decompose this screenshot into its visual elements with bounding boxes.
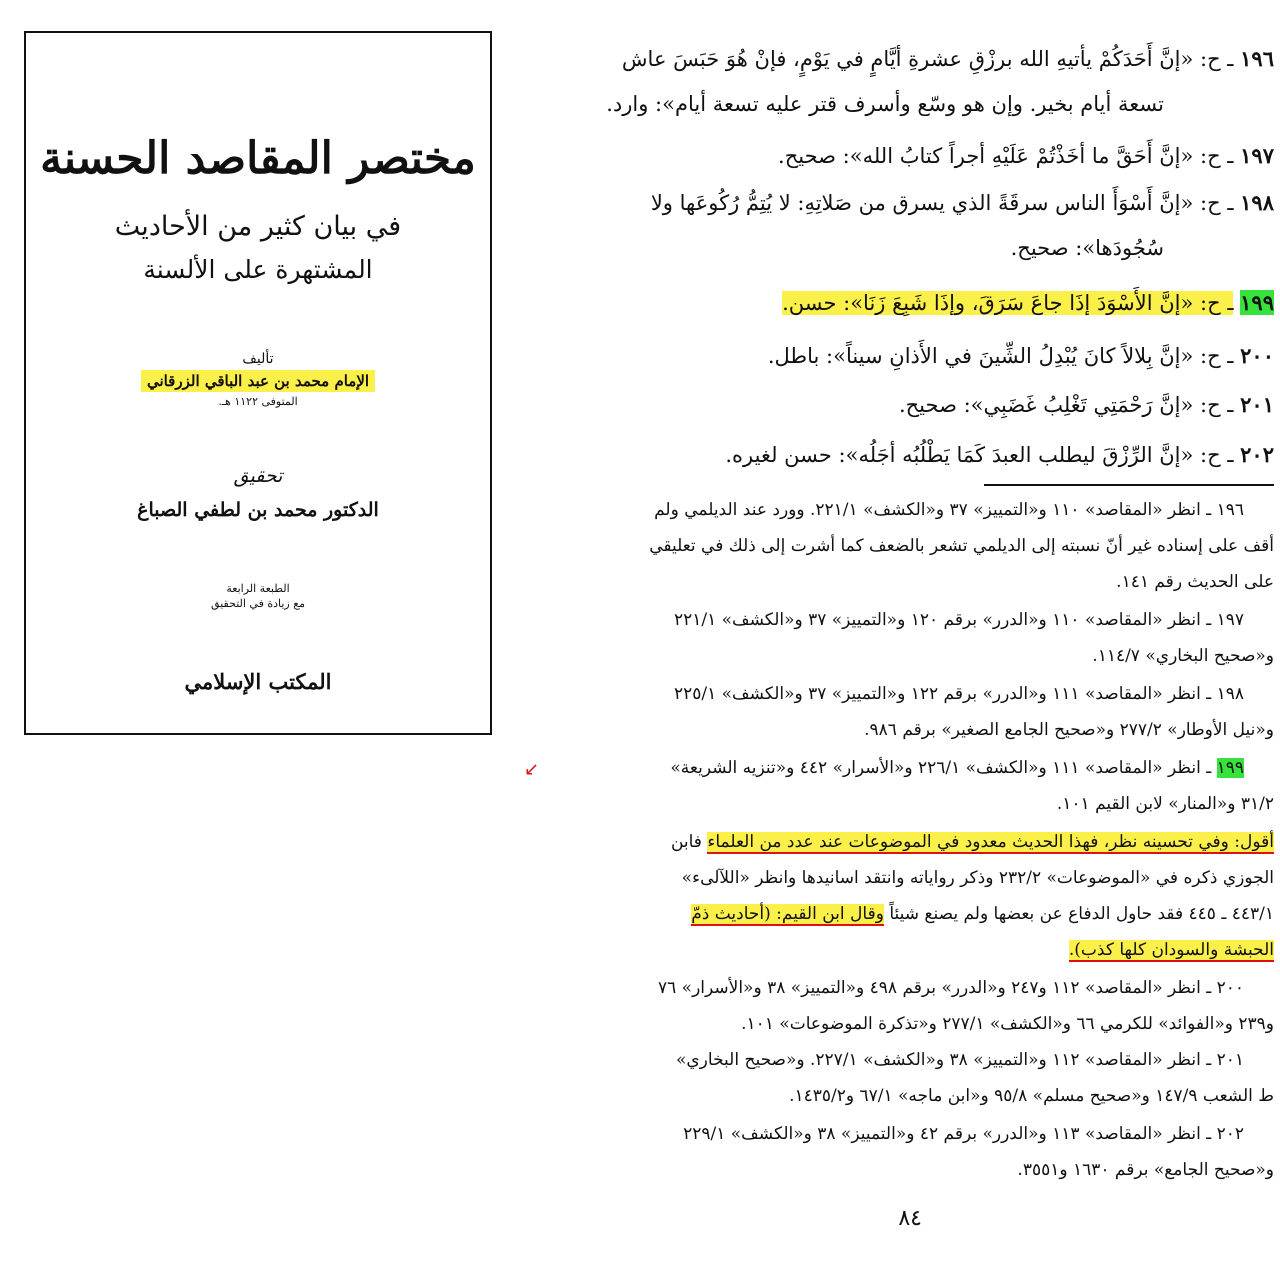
entry-text: ـ ح: «إنَّ رَحْمَتِي تَغْلِبُ غَضَبِي»: صحيح. — [898, 393, 1234, 417]
entry-text: ـ ح: «إنَّ أَسْوَأَ الناس سرقَةً الذي يسرق من صَلاتِهِ: لا يُتِمُّ رُكُوعَها ولا — [650, 191, 1234, 215]
comment-highlight: وقال ابن القيم: (أحاديث ذمّ — [691, 904, 884, 924]
comment-highlight: أقول: وفي تحسينه نظر، فهذا الحديث معدود في الموضوعات عند عدد من العلماء — [707, 832, 1274, 852]
footnote-line: ٢٠١ ـ انظر «المقاصد» ١١٢ و«التمييز» ٣٨ و«الكشف» ٢٢٧/١. و«صحيح البخاري» — [675, 1050, 1244, 1070]
cover-subtitle-1: في بيان كثير من الأحاديث — [114, 211, 402, 242]
footnote-197 — [534, 602, 1274, 674]
footnote-line: و«نيل الأوطار» ٢٧٧/٢ و«صحيح الجامع الصغير» برقم ٩٨٦. — [864, 720, 1274, 740]
comment-text: ٤٤٣/١ ـ ٤٤٥ فقد حاول الدفاع عن بعضها ولم يصنع شيئاً — [889, 904, 1274, 924]
comment-line — [534, 932, 1274, 968]
comment-line — [534, 896, 1274, 932]
footnote-199 — [524, 750, 1274, 822]
footnote-line: أقف على إسناده غير أنّ نسبته إلى الديلمي تشعر بالضعف كما أشرت إلى ذلك في تعليقي — [649, 536, 1274, 556]
entry-number: ٢٠٢ — [1240, 442, 1274, 467]
footnote-line: و«صحيح الجامع» برقم ١٦٣٠ و٣٥٥١. — [1017, 1160, 1274, 1180]
entry-text: ـ ح: «إنَّ بِلالاً كانَ يُبْدِلُ الشِّينَ في الأَذانِ سيناً»: باطل. — [767, 344, 1234, 368]
hadith-entry-196 — [534, 36, 1274, 127]
cover-editor: الدكتور محمد بن لطفي الصباغ — [137, 499, 379, 521]
entry-number: ٢٠١ — [1240, 392, 1274, 417]
entry-number: ٢٠٠ — [1240, 343, 1274, 368]
book-page — [526, 0, 1274, 1280]
editor-comment — [534, 824, 1274, 968]
footnote-line: ١٩٦ ـ انظر «المقاصد» ١١٠ و«التمييز» ٣٧ و«الكشف» ٢٢١/١. وورد عند الديلمي ولم — [654, 500, 1244, 520]
hadith-entry-198 — [534, 180, 1274, 271]
red-arrow-icon: ↙ — [524, 759, 540, 780]
entry-continuation: تسعة أيام بخير. وإن هو وسّع وأسرف قتر عليه تسعة أيام»: وارد. — [606, 92, 1164, 116]
cover-author: الإمام محمد بن عبد الباقي الزرقاني — [141, 370, 375, 392]
footnote-line: و٢٣٩ و«الفوائد» للكرمي ٦٦ و«الكشف» ٢٧٧/١ و«تذكرة الموضوعات» ١٠١. — [741, 1014, 1274, 1034]
comment-line — [534, 824, 1274, 860]
entry-continuation: سُجُودَها»: صحيح. — [1010, 236, 1164, 260]
entry-text: ـ ح: «إنَّ أَحَقَّ ما أخَذْتُمْ عَلَيْهِ أجراً كتابُ الله»: صحيح. — [778, 144, 1234, 168]
hadith-entry-197 — [534, 133, 1274, 179]
hadith-entry-202 — [534, 432, 1274, 478]
comment-line: الجوزي ذكره في «الموضوعات» ٢٣٢/٢ وذكر رواياته وانتقد اسانيدها وانظر «اللآلىء» — [681, 868, 1274, 888]
footnote-198 — [534, 676, 1274, 748]
hadith-entry-201 — [534, 382, 1274, 428]
footnote-line — [534, 750, 1274, 786]
footnote-202 — [534, 1116, 1274, 1188]
cover-publisher: المكتب الإسلامي — [184, 669, 332, 694]
cover-subtitle-2: المشتهرة على الألسنة — [143, 255, 373, 284]
comment-highlight: الحبشة والسودان كلها كذب). — [1068, 940, 1274, 960]
footnote-line: ٢٠٠ ـ انظر «المقاصد» ١١٢ و٢٤٧ و«الدرر» برقم ٤٩٨ و«التمييز» ٣٨ و«الأسرار» ٧٦ — [658, 978, 1244, 998]
hadith-entry-199 — [534, 280, 1274, 326]
footnote-line: ٢٠٢ ـ انظر «المقاصد» ١١٣ و«الدرر» برقم ٤٢ و«التمييز» ٣٨ و«الكشف» ٢٢٩/١ — [683, 1124, 1244, 1144]
entry-number-highlighted: ١٩٩ — [1240, 290, 1274, 315]
footnote-divider — [984, 484, 1274, 486]
cover-author-death: المتوفى ١١٢٢ هـ. — [218, 395, 298, 408]
entry-number: ١٩٦ — [1240, 46, 1274, 71]
footnote-200 — [534, 970, 1274, 1042]
comment-text: فابن — [670, 832, 702, 852]
footnote-line: ٣١/٢ و«المنار» لابن القيم ١٠١. — [1056, 794, 1274, 814]
hadith-entry-200 — [534, 333, 1274, 379]
entry-text-highlighted: ـ ح: «إنَّ الأَسْوَدَ إذَا جاعَ سَرَقَ، وإذَا شَبِعَ زَنَا»: حسن. — [782, 291, 1234, 315]
footnote-line: ١٩٧ ـ انظر «المقاصد» ١١٠ و«الدرر» برقم ١٢٠ و«التمييز» ٣٧ و«الكشف» ٢٢١/١ — [673, 610, 1244, 630]
page-number: ٨٤ — [898, 1206, 922, 1231]
footnote-196 — [534, 492, 1274, 600]
entry-number: ١٩٨ — [1240, 190, 1274, 215]
cover-title: مختصر المقاصد الحسنة — [40, 133, 476, 184]
cover-author-label: تأليف — [242, 351, 274, 367]
footnote-line: ط الشعب ١٤٧/٩ و«صحيح مسلم» ٩٥/٨ و«ابن ماجه» ٦٧/١ و١٤٣٥/٢. — [789, 1086, 1274, 1106]
footnote-line: ١٩٨ ـ انظر «المقاصد» ١١١ و«الدرر» برقم ١٢٢ و«التمييز» ٣٧ و«الكشف» ٢٢٥/١ — [673, 684, 1244, 704]
cover-edition: الطبعة الرابعة — [226, 582, 290, 595]
footnote-line: و«صحيح البخاري» ١١٤/٧. — [1092, 646, 1274, 666]
entry-number: ١٩٧ — [1240, 143, 1274, 168]
footnote-text: ـ انظر «المقاصد» ١١١ و«الكشف» ٢٢٦/١ و«الأسرار» ٤٤٢ و«تنزيه الشريعة» — [670, 758, 1212, 778]
footnote-number-highlighted: ١٩٩ — [1216, 758, 1244, 778]
entry-text: ـ ح: «إنَّ أَحَدَكُمْ يأتيهِ الله برزْقِ عشرةِ أيَّامٍ في يَوْمٍ، فإنْ هُوَ حَبَسَ عاش — [621, 47, 1234, 71]
cover-edition-note: مع زيادة في التحقيق — [211, 597, 305, 610]
footnote-line: على الحديث رقم ١٤١. — [1116, 572, 1274, 592]
footnote-201 — [534, 1042, 1274, 1114]
entry-text: ـ ح: «إنَّ الرِّزْقَ ليطلب العبدَ كَمَا يَطْلُبُه أجَلُه»: حسن لغيره. — [725, 443, 1234, 467]
book-cover — [24, 31, 492, 735]
cover-tahqiq-label: تحقيق — [233, 465, 283, 487]
